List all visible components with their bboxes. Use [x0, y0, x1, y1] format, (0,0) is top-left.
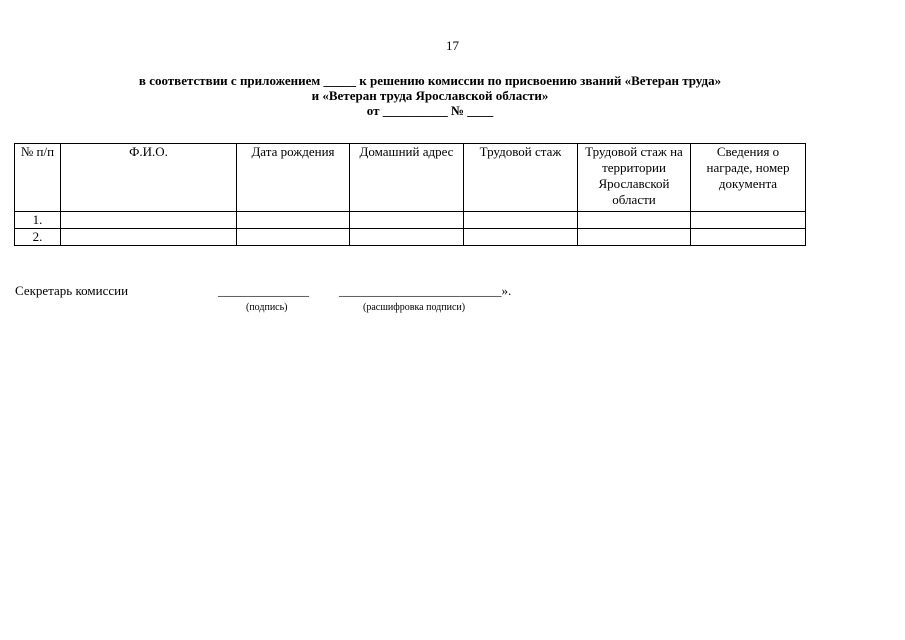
table-cell [350, 212, 464, 229]
table-cell [237, 229, 350, 246]
header-number: № п/п [15, 144, 61, 212]
signature-line: ______________ [218, 283, 309, 298]
table-cell [464, 212, 578, 229]
table-cell: 1. [15, 212, 61, 229]
table-row [15, 212, 806, 229]
table-cell [237, 212, 350, 229]
document-heading [0, 73, 860, 118]
table-cell [691, 212, 806, 229]
header-full-name: Ф.И.О. [61, 144, 237, 212]
header-award-info: Сведения о награде, номер документа [691, 144, 806, 212]
table-cell [464, 229, 578, 246]
table-cell [61, 229, 237, 246]
table-cell: 2. [15, 229, 61, 246]
heading-line-1: в соответствии с приложением _____ к решению комиссии по присвоению званий «Ветеран труда» [138, 73, 722, 88]
veterans-table [14, 143, 806, 246]
header-regional-experience: Трудовой стаж на территории Ярославской области [578, 144, 691, 212]
name-decoding-line: _________________________». [339, 283, 512, 298]
header-work-experience: Трудовой стаж [464, 144, 578, 212]
table-cell [578, 229, 691, 246]
table-cell [691, 229, 806, 246]
table-header-row [15, 144, 806, 212]
signature-block [15, 283, 615, 323]
header-home-address: Домашний адрес [350, 144, 464, 212]
heading-line-3: от __________ № ____ [366, 103, 494, 118]
table-row [15, 229, 806, 246]
table-cell [578, 212, 691, 229]
table-cell [350, 229, 464, 246]
page-number: 17 [446, 38, 459, 53]
table-cell [61, 212, 237, 229]
heading-line-2: и «Ветеран труда Ярославской области» [311, 88, 549, 103]
signature-caption: (подпись) [246, 302, 288, 313]
header-birth-date: Дата рождения [237, 144, 350, 212]
secretary-label: Секретарь комиссии [15, 283, 129, 298]
name-decoding-caption: (расшифровка подписи) [363, 302, 466, 313]
